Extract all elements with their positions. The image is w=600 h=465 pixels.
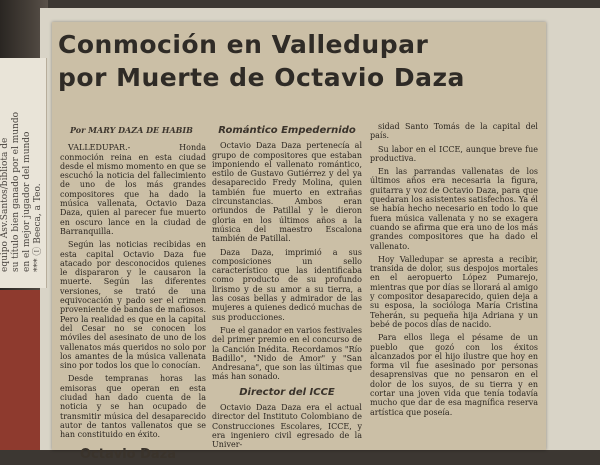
paragraph: Fue el ganador en varios festivales del primer premio en el concurso de la Canción Inédita. Recordamos "Río Badillo", "Nido de Amor" y "San Andresana", que son las últimas que más han sonado. [212, 325, 362, 382]
paragraph: Para ellos llega el pésame de un pueblo que gozó con los éxitos alcanzados por el hijo ilustre que hoy en forma vil fue asesinado por personas desaprensivas que no pensaron en el dolor de los suyos, de su tierra y en cortar una joven vida que tenía todavía mucho que dar de esa magnífica reserva artística que poseía. [370, 333, 538, 417]
article-column-2 [212, 126, 362, 454]
paragraph: Daza Daza, imprimió a sus composiciones un sello característico que las identificaba como producto de su profundo lirismo y de su amor a su tierra, a las cosas bellas y admirador de las mujeres a quienes dedicó muchas de sus producciones. [212, 247, 362, 322]
newspaper-clipping [52, 22, 546, 462]
paragraph: Desde tempranas horas las emisoras que operan en esta ciudad han dado cuenta de la noticia y se han ocupado de transmitir música del desaparecido autor de tantos vallenatos que se han constituido en éxito. [60, 374, 206, 440]
paragraph: Octavio Daza Daza era el actual director del Instituto Colombiano de Construcciones Escolares, ICCE, y era ingeniero civil egresado de la Univer- [212, 403, 362, 450]
paragraph: VALLEDUPAR.- Honda conmoción reina en esta ciudad desde el mismo momento en que se escuchó la noticia del fallecimiento de uno de los más grandes compositores que ha dado la música vallenata, Octavio Daza Daza, quien al parecer fue muerto en oscuro lance en la ciudad de Barranquilla. [60, 143, 206, 236]
scrap-line: su título bien ganado por el mundo [11, 111, 21, 272]
article-column-3 [370, 122, 538, 421]
headline [58, 28, 538, 94]
paragraph: sidad Santo Tomás de la capital del país. [370, 122, 538, 141]
scrap-line: en el mejor jugador del mundo [22, 131, 32, 272]
scrap-line: *** Ⓘ Beeca, a Teo. [33, 183, 43, 272]
paragraph: Hoy Valledupar se apresta a recibir, transida de dolor, sus despojos mortales en el aeropuerto López Pumarejo, mientras que por días se llorará al amigo y compositor desaparecido, quien deja a su esposa, la socióloga María Cristina Teherán, su pequeña hija Adriana y un bebé de pocos días de nacido. [370, 254, 538, 329]
subhead-romantico: Romántico Empedernido [218, 125, 356, 136]
left-newspaper-scrap [0, 58, 47, 288]
paragraph: En las parrandas vallenatas de los últimos años era necesaria la figura, guitarra y voz de Octavio Daza, para que quedaran los asistentes satisfechos. Ya él se había hecho necesario en todo lo que fuera música vallenata y no se exagera cuando se afirma que era uno de los más grandes compositores que ha dado el vallenato. [370, 167, 538, 251]
paragraph: Según las noticias recibidas en esta capital Octavio Daza fue atacado por desconocidos quienes le dispararon y le causaron la muerte. Según las diferentes versiones, se trató de una equivocación y pado ser el crimen proveniente de bandas de mafiosos. Pero la realidad es que en la capital del Cesar no se conocen los móviles del asesinato de uno de los vallenatos más queridos no solo por los amantes de la música vallenata sino por todos los que lo conocían. [60, 240, 206, 371]
scrap-line: equipo Asv.Santos/bibliota de [0, 137, 10, 272]
paragraph: Su labor en el ICCE, aunque breve fue productiva. [370, 144, 538, 163]
headline-line-1: Conmoción en Valledupar [58, 30, 429, 59]
byline: Por MARY DAZA DE HABIB [70, 125, 193, 135]
red-binder-strip [0, 290, 40, 450]
scrap-text [0, 72, 44, 272]
headline-line-2: por Muerte de Octavio Daza [58, 63, 465, 92]
subhead-director: Director del ICCE [239, 386, 335, 398]
subhead-octavio-daza: Octavio Daza [80, 446, 177, 462]
paragraph: Octavio Daza Daza pertenecía al grupo de compositores que estaban imponiendo el vallenato romántico, estilo de Gustavo Gutiérrez y del ya desaparecido Fredy Molina, quien también fue muerto en extrañas circunstancias. Ambos eran oriundos de Patillal y le dieron gloria en los últimos años a la música del maestro Escalona también de Patillal. [212, 141, 362, 244]
article-column-1 [60, 126, 206, 465]
